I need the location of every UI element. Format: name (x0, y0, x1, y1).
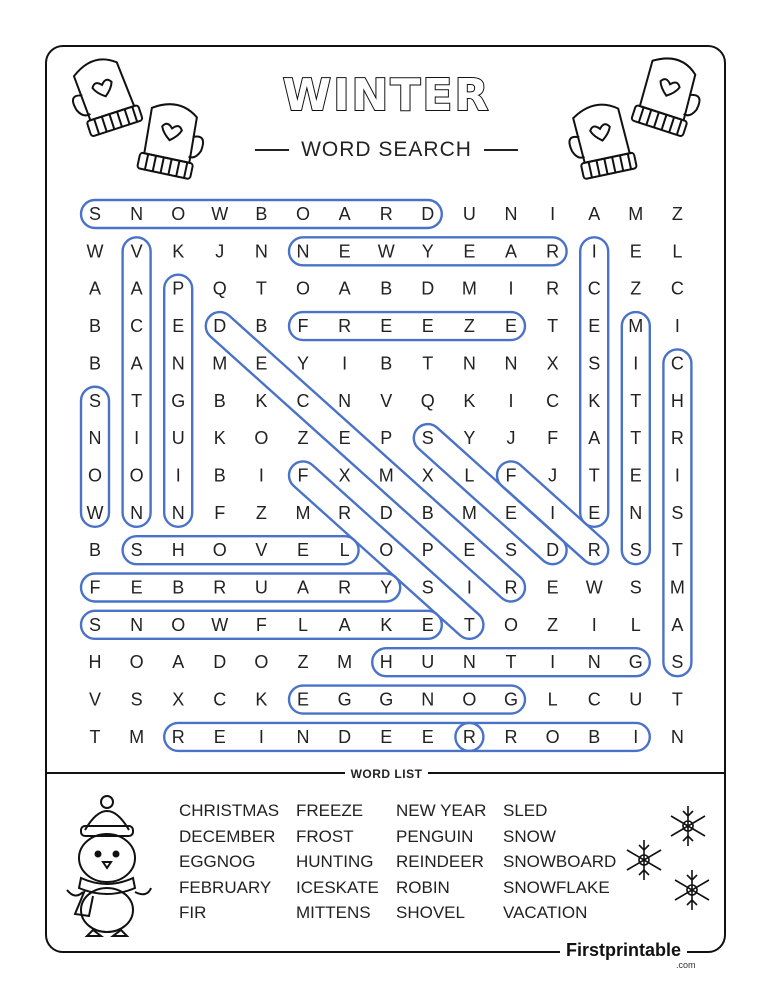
grid-cell[interactable]: I (258, 726, 264, 747)
grid-cell[interactable]: I (508, 390, 514, 411)
grid-cell[interactable]: H (171, 540, 185, 561)
grid-cell[interactable]: T (255, 278, 267, 299)
grid-cell[interactable]: B (172, 577, 185, 598)
grid-cell[interactable]: N (587, 652, 601, 673)
grid-cell[interactable]: T (630, 390, 642, 411)
grid-cell[interactable]: B (255, 204, 268, 224)
grid-cell[interactable]: G (379, 689, 394, 710)
grid-cell[interactable]: L (672, 241, 683, 262)
word-list-item: SNOWFLAKE (503, 877, 610, 897)
grid-cell[interactable]: S (88, 204, 102, 224)
grid-cell[interactable]: E (380, 316, 393, 337)
grid-cell[interactable]: O (87, 465, 103, 486)
grid-cell[interactable]: B (213, 465, 226, 486)
grid-cell[interactable]: D (421, 204, 435, 224)
grid-cell[interactable]: N (504, 353, 518, 374)
grid-cell[interactable]: F (89, 577, 101, 598)
grid-cell[interactable]: J (506, 428, 516, 449)
grid-cell[interactable]: M (212, 353, 228, 374)
grid-cell[interactable]: B (88, 540, 102, 561)
grid-cell[interactable]: N (296, 726, 310, 747)
grid-cell[interactable]: U (421, 652, 435, 673)
grid-cell[interactable]: S (130, 689, 143, 710)
grid-cell[interactable]: S (671, 502, 684, 523)
word-list-item: MITTENS (296, 903, 371, 922)
grid-cell[interactable]: T (89, 726, 101, 747)
grid-cell[interactable]: A (671, 614, 684, 635)
grid-cell[interactable]: A (172, 652, 185, 673)
grid-cell[interactable]: T (671, 540, 683, 561)
grid-cell[interactable]: E (338, 428, 351, 449)
word-list-item: HUNTING (296, 852, 374, 871)
grid-cell[interactable]: R (171, 726, 185, 747)
grid-cell[interactable]: N (629, 502, 643, 523)
grid-cell[interactable]: E (255, 353, 268, 374)
page-title: WINTER (282, 70, 491, 121)
grid-cell[interactable]: W (211, 614, 229, 635)
grid-cell[interactable]: N (254, 241, 268, 262)
grid-cell[interactable]: A (130, 278, 143, 299)
grid-cell[interactable]: L (630, 614, 641, 635)
grid-cell[interactable]: A (338, 204, 351, 224)
grid-letters (87, 204, 685, 747)
grid-cell[interactable]: B (255, 316, 268, 337)
grid-cell[interactable]: H (670, 390, 684, 411)
grid-cell[interactable]: D (213, 652, 227, 673)
grid-cell[interactable]: O (254, 652, 269, 673)
grid-cell[interactable]: A (130, 353, 143, 374)
grid-cell[interactable]: N (171, 353, 185, 374)
grid-cell[interactable]: U (171, 428, 185, 449)
grid-cell[interactable]: O (254, 428, 269, 449)
grid-cell[interactable]: A (588, 204, 601, 224)
grid-cell[interactable]: T (422, 353, 434, 374)
word-list-item: ROBIN (396, 877, 450, 897)
grid-cell[interactable]: R (670, 428, 684, 449)
penguin-illustration (55, 792, 160, 942)
grid-cell[interactable]: Z (255, 502, 267, 523)
grid-cell[interactable]: F (255, 614, 267, 635)
grid-cell[interactable]: X (546, 353, 559, 374)
grid-cell[interactable]: X (338, 465, 351, 486)
grid-cell[interactable]: T (463, 614, 475, 635)
grid-cell[interactable]: I (466, 577, 472, 598)
grid-cell[interactable]: I (550, 204, 556, 224)
grid-cell[interactable]: J (215, 241, 225, 262)
grid-cell[interactable]: B (380, 278, 393, 299)
word-list-item: ICESKATE (296, 877, 379, 897)
grid-cell[interactable]: O (171, 614, 186, 635)
grid-cell[interactable]: N (130, 502, 144, 523)
grid-cell[interactable]: O (503, 614, 519, 635)
grid-cell[interactable]: U (462, 204, 476, 224)
grid-cell[interactable]: M (337, 652, 353, 673)
grid-cell[interactable]: O (379, 540, 394, 561)
grid-cell[interactable]: K (463, 390, 476, 411)
grid-cell[interactable]: R (504, 726, 518, 747)
grid-cell[interactable]: S (629, 577, 642, 598)
grid-cell[interactable]: M (461, 278, 477, 299)
grid-cell[interactable]: P (421, 540, 434, 561)
grid-cell[interactable]: I (134, 428, 140, 449)
grid-cell[interactable]: N (462, 652, 476, 673)
grid-cell[interactable]: B (588, 726, 601, 747)
grid-cell[interactable]: Z (630, 278, 642, 299)
grid-cell[interactable]: T (588, 465, 600, 486)
grid-cell[interactable]: N (504, 204, 518, 224)
grid-cell[interactable]: K (255, 390, 268, 411)
grid-cell[interactable]: S (588, 353, 601, 374)
grid-cell[interactable]: E (296, 689, 310, 710)
word-list-item: REINDEER (396, 852, 484, 871)
grid-cell[interactable]: N (130, 614, 144, 635)
grid-cell[interactable]: L (339, 540, 350, 561)
grid-cell[interactable]: F (505, 465, 517, 486)
grid-cell[interactable]: N (421, 689, 435, 710)
grid-cell[interactable]: N (130, 204, 144, 224)
word-list-item: VACATION (503, 903, 588, 922)
grid-cell[interactable]: I (258, 465, 264, 486)
word-list-item: NEW YEAR (396, 801, 487, 820)
grid-cell[interactable]: E (380, 726, 393, 747)
word-list-column (396, 798, 486, 926)
grid-cell[interactable]: V (88, 689, 102, 710)
grid-cell[interactable]: R (504, 577, 518, 598)
grid-cell[interactable]: J (548, 465, 558, 486)
found-word-highlight (123, 536, 359, 564)
grid-cell[interactable]: Q (212, 278, 227, 299)
grid-cell[interactable]: E (629, 465, 642, 486)
grid-cell[interactable]: D (421, 278, 435, 299)
found-word-highlight (81, 574, 400, 602)
grid-cell[interactable]: M (628, 204, 644, 224)
grid-cell[interactable]: O (129, 465, 144, 486)
word-list-item: FEBRUARY (179, 877, 272, 897)
grid-cell[interactable]: O (545, 726, 560, 747)
grid-cell[interactable]: G (628, 652, 643, 673)
grid-cell[interactable]: C (213, 689, 227, 710)
grid-cell[interactable]: W (211, 204, 229, 224)
grid-cell[interactable]: T (630, 428, 642, 449)
grid-cell[interactable]: I (175, 465, 181, 486)
grid-cell[interactable]: C (587, 278, 601, 299)
grid-cell[interactable]: C (587, 689, 601, 710)
grid-cell[interactable]: E (213, 726, 226, 747)
grid-cell[interactable]: W (86, 241, 104, 262)
grid-cell[interactable]: A (88, 278, 102, 299)
grid-cell[interactable]: R (546, 241, 560, 262)
grid-cell[interactable]: M (669, 577, 685, 598)
grid-cell[interactable]: R (379, 204, 393, 224)
grid-cell[interactable]: I (508, 278, 514, 299)
grid-cell[interactable]: S (88, 390, 102, 411)
word-list-item: SNOWBOARD (503, 852, 617, 871)
grid-cell[interactable]: E (130, 577, 143, 598)
grid-cell[interactable]: P (380, 428, 393, 449)
word-list-item: PENGUIN (396, 826, 474, 846)
grid-cell[interactable]: H (88, 652, 102, 673)
grid-cell[interactable]: W (377, 241, 395, 262)
grid-cell[interactable]: V (130, 241, 143, 262)
grid-cell[interactable]: Q (420, 390, 435, 411)
word-list-heading (0, 765, 773, 783)
grid-cell[interactable]: O (295, 204, 311, 224)
word-list-item: FREEZE (296, 801, 364, 820)
subtitle-text: WORD SEARCH (301, 138, 472, 161)
grid-cell[interactable]: B (213, 390, 226, 411)
grid-cell[interactable]: E (421, 316, 434, 337)
grid-cell[interactable]: R (546, 278, 560, 299)
grid-cell[interactable]: N (338, 390, 352, 411)
grid-cell[interactable]: Z (463, 316, 475, 337)
grid-cell[interactable]: E (421, 614, 434, 635)
grid-cell[interactable]: S (421, 428, 434, 449)
grid-cell[interactable]: M (628, 316, 644, 337)
grid-cell[interactable]: O (462, 689, 477, 710)
grid-cell[interactable]: U (629, 689, 643, 710)
grid-cell[interactable]: Y (463, 428, 476, 449)
grid-cell[interactable]: I (633, 353, 639, 374)
grid-cell[interactable]: D (546, 540, 560, 561)
grid-cell[interactable]: D (213, 316, 227, 337)
grid-cell[interactable]: I (633, 726, 639, 747)
grid-cell[interactable]: K (172, 241, 185, 262)
grid-cell[interactable]: R (338, 502, 352, 523)
grid-cell[interactable]: M (129, 726, 145, 747)
grid-cell[interactable]: R (462, 726, 476, 747)
grid-cell[interactable]: D (379, 502, 393, 523)
grid-cell[interactable]: T (505, 652, 517, 673)
grid-cell[interactable]: A (504, 241, 518, 262)
grid-cell[interactable]: O (171, 204, 186, 224)
grid-cell[interactable]: B (421, 502, 434, 523)
word-list-column (296, 798, 379, 926)
grid-cell[interactable]: W (585, 577, 603, 598)
grid-cell[interactable]: Z (297, 652, 309, 673)
grid-cell[interactable]: S (629, 540, 642, 561)
word-list-item: SLED (503, 801, 548, 820)
grid-cell[interactable]: K (255, 689, 268, 710)
grid-cell[interactable]: E (504, 316, 518, 337)
grid-cell[interactable]: C (546, 390, 560, 411)
word-list-column (179, 798, 279, 926)
grid-cell[interactable]: E (463, 241, 476, 262)
grid-cell[interactable]: I (674, 316, 680, 337)
brand-logo: Firstprintable (560, 940, 687, 961)
grid-cell[interactable]: I (550, 502, 556, 523)
grid-cell[interactable]: R (587, 540, 601, 561)
word-list-item: EGGNOG (179, 852, 256, 871)
grid-cell[interactable]: Z (297, 428, 309, 449)
grid-cell[interactable]: C (130, 316, 144, 337)
grid-cell[interactable]: E (629, 241, 642, 262)
grid-cell[interactable]: P (172, 278, 185, 299)
word-list-column (503, 798, 616, 926)
grid-cell[interactable]: Y (380, 577, 393, 598)
grid-cell[interactable]: C (670, 353, 684, 374)
grid-cell[interactable]: Z (547, 614, 559, 635)
grid-cell[interactable]: N (670, 726, 684, 747)
grid-cell[interactable]: S (504, 540, 518, 561)
grid-cell[interactable]: I (591, 241, 597, 262)
grid-cell[interactable]: O (129, 652, 144, 673)
grid-cell[interactable]: A (588, 428, 601, 449)
grid-cell[interactable]: L (297, 614, 309, 635)
grid-cell[interactable]: V (255, 540, 268, 561)
grid-cell[interactable]: S (130, 540, 143, 561)
grid-cell[interactable]: F (297, 316, 309, 337)
grid-cell[interactable]: O (212, 540, 227, 561)
grid-cell[interactable]: E (546, 577, 559, 598)
grid-cell[interactable]: E (296, 540, 310, 561)
grid-cell[interactable]: A (338, 278, 351, 299)
grid-cell[interactable]: D (338, 726, 352, 747)
grid-cell[interactable]: M (378, 465, 394, 486)
grid-cell[interactable]: F (214, 502, 226, 523)
grid-cell[interactable]: I (591, 614, 597, 635)
grid-cell[interactable]: E (588, 316, 601, 337)
grid-cell[interactable]: A (296, 577, 310, 598)
grid-cell[interactable]: K (588, 390, 601, 411)
grid-cell[interactable]: R (338, 316, 352, 337)
grid-cell[interactable]: X (172, 689, 185, 710)
grid-cell[interactable]: G (171, 390, 186, 411)
grid-cell[interactable]: F (297, 465, 309, 486)
grid-cell[interactable]: G (503, 689, 519, 710)
grid-cell[interactable]: X (421, 465, 434, 486)
grid-cell[interactable]: N (296, 241, 310, 262)
found-word-highlight (289, 312, 525, 340)
grid-cell[interactable]: R (338, 577, 352, 598)
grid-cell[interactable]: Y (421, 241, 434, 262)
grid-cell[interactable]: N (88, 428, 102, 449)
grid-cell[interactable]: B (380, 353, 393, 374)
snowflake-icon-cluster (620, 798, 720, 918)
grid-cell[interactable]: N (171, 502, 185, 523)
brand-suffix: .com (676, 960, 696, 970)
grid-cell[interactable]: R (213, 577, 227, 598)
word-list-item: SHOVEL (396, 903, 465, 922)
grid-cell[interactable]: M (461, 502, 477, 523)
grid-cell[interactable]: Y (296, 353, 310, 374)
grid-cell[interactable]: T (671, 689, 683, 710)
grid-cell[interactable]: G (337, 689, 352, 710)
grid-cell[interactable]: B (88, 353, 102, 374)
grid-cell[interactable]: S (421, 577, 434, 598)
grid-cell[interactable]: U (254, 577, 268, 598)
grid-cell[interactable]: M (295, 502, 311, 523)
found-word-highlight (289, 686, 525, 714)
grid-cell[interactable]: K (213, 428, 226, 449)
grid-cell[interactable]: S (88, 614, 102, 635)
word-list-item: FIR (179, 903, 207, 922)
grid-cell[interactable]: I (342, 353, 348, 374)
grid-cell[interactable]: E (504, 502, 518, 523)
word-list-item: FROST (296, 826, 354, 846)
word-list-item: SNOW (503, 826, 556, 846)
grid-cell[interactable]: S (671, 652, 684, 673)
grid-cell[interactable]: Z (671, 204, 683, 224)
grid-cell[interactable]: I (550, 652, 556, 673)
grid-cell[interactable]: N (462, 353, 476, 374)
grid-cell[interactable]: T (547, 316, 559, 337)
grid-cell[interactable]: E (421, 726, 434, 747)
grid-cell[interactable]: T (131, 390, 143, 411)
found-word-highlight (164, 723, 483, 751)
grid-cell[interactable]: L (464, 465, 475, 486)
word-list-heading-text: WORD LIST (345, 767, 429, 781)
grid-cell[interactable]: V (380, 390, 393, 411)
grid-cell[interactable]: W (86, 502, 104, 523)
grid-cell[interactable]: E (172, 316, 185, 337)
word-list-item: DECEMBER (179, 826, 276, 846)
grid-cell[interactable]: B (88, 316, 102, 337)
grid-cell[interactable]: K (380, 614, 393, 635)
grid-cell[interactable]: E (588, 502, 601, 523)
grid-cell[interactable]: A (338, 614, 351, 635)
grid-cell[interactable]: E (463, 540, 476, 561)
grid-cell[interactable]: I (674, 465, 680, 486)
grid-cell[interactable]: C (670, 278, 684, 299)
found-word-highlight (200, 306, 531, 607)
grid-cell[interactable]: C (296, 390, 310, 411)
grid-cell[interactable]: L (547, 689, 558, 710)
word-list-item: CHRISTMAS (179, 801, 280, 820)
grid-cell[interactable]: O (295, 278, 311, 299)
grid-cell[interactable]: F (547, 428, 559, 449)
grid-cell[interactable]: E (338, 241, 351, 262)
grid-cell[interactable]: H (379, 652, 393, 673)
